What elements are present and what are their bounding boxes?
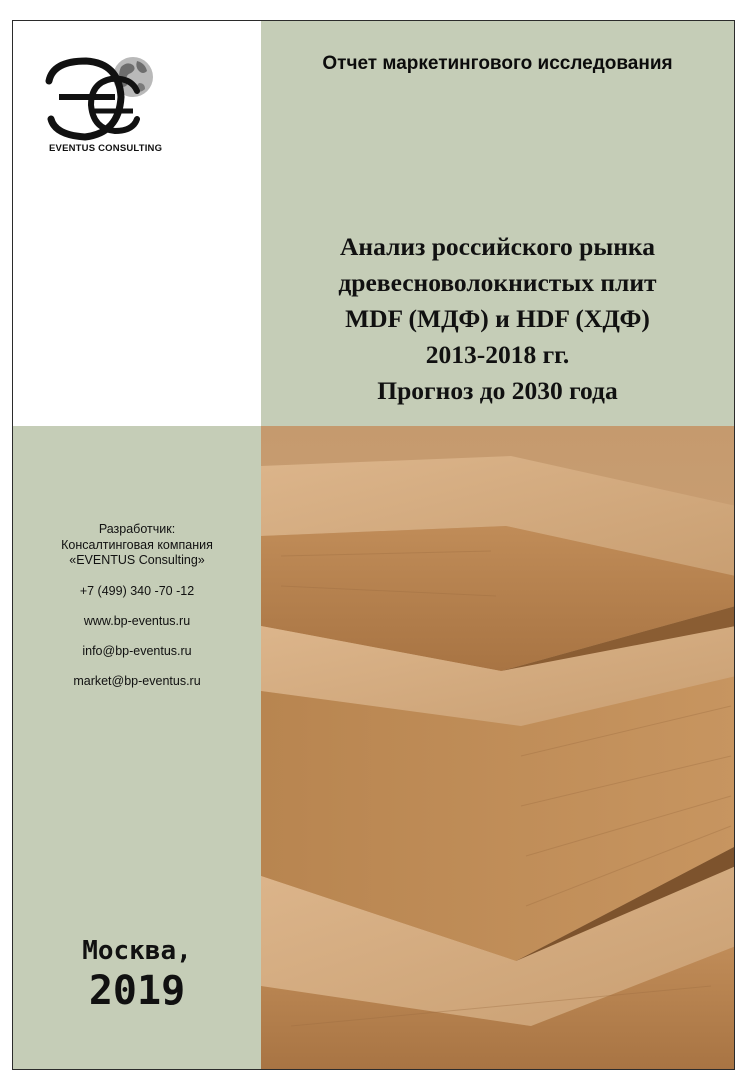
report-type-heading: Отчет маркетингового исследования bbox=[322, 53, 673, 74]
city-label: Москва, bbox=[82, 936, 192, 966]
title-line: древесноволокнистых плит bbox=[338, 268, 657, 297]
info-email-link[interactable]: info@bp-eventus.ru bbox=[82, 643, 192, 658]
contacts-panel bbox=[13, 426, 261, 1069]
company-logo-text: EVENTUS CONSULTING bbox=[49, 143, 163, 154]
logo-block bbox=[13, 21, 261, 426]
market-email-link[interactable]: market@bp-eventus.ru bbox=[73, 673, 201, 688]
eventus-logo-icon bbox=[41, 39, 171, 144]
mdf-boards-illustration bbox=[261, 426, 735, 1070]
developer-line: Разработчик: bbox=[98, 522, 176, 536]
title-panel bbox=[261, 21, 734, 426]
mdf-boards-photo bbox=[261, 426, 734, 1069]
report-title bbox=[261, 229, 734, 409]
developer-line: Консалтинговая компания bbox=[61, 537, 213, 552]
title-line: Прогноз до 2030 года bbox=[377, 376, 618, 405]
title-line: 2013-2018 гг. bbox=[425, 340, 570, 369]
year-label: 2019 bbox=[88, 968, 186, 1014]
contacts-block bbox=[13, 522, 261, 689]
title-line: MDF (МДФ) и HDF (ХДФ) bbox=[345, 304, 650, 333]
phone-number: +7 (499) 340 -70 -12 bbox=[79, 583, 195, 598]
title-line: Анализ российского рынка bbox=[340, 232, 655, 261]
developer-line: «EVENTUS Consulting» bbox=[69, 553, 205, 567]
website-link[interactable]: www.bp-eventus.ru bbox=[83, 613, 191, 628]
report-cover bbox=[12, 20, 735, 1070]
